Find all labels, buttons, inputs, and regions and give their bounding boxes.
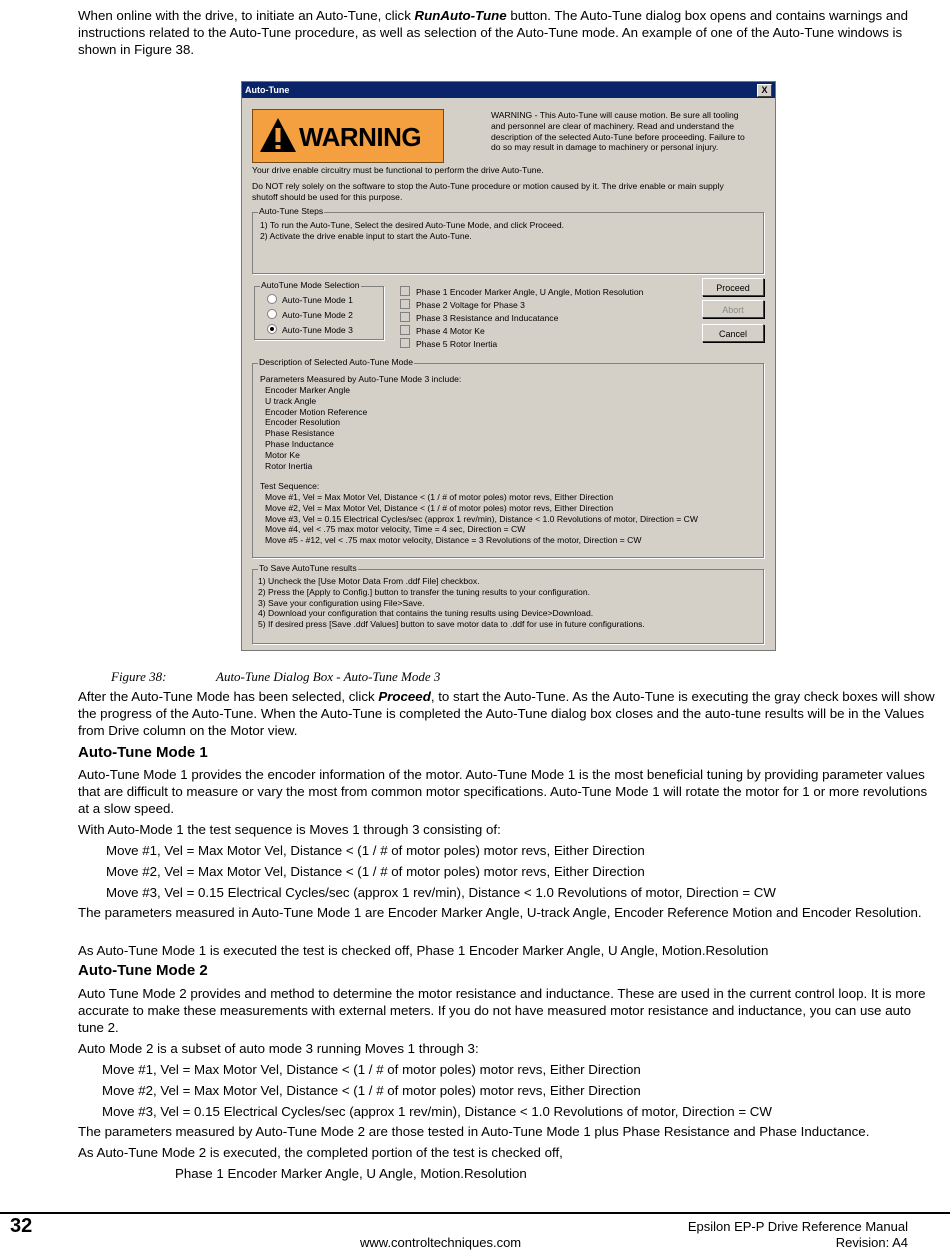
list-item: U track Angle [265, 395, 317, 406]
checkbox-icon [400, 338, 410, 348]
save-results-group [252, 563, 764, 644]
radio-selected-icon[interactable] [267, 324, 277, 334]
enable-note: Your drive enable circuitry must be functional to perform the drive Auto-Tune. [252, 165, 544, 175]
list-item: Move #1, Vel = Max Motor Vel, Distance < (1 / # of motor poles) motor revs, Either Direction [265, 492, 614, 502]
list-item: Encoder Resolution [265, 417, 341, 428]
phase-checkbox-5: Phase 5 Rotor Inertia [400, 338, 497, 350]
list-item: Move #3, Vel = 0.15 Electrical Cycles/sec (approx 1 rev/min), Distance < 1.0 Revolutions of motor, Direction = CW [265, 513, 698, 524]
abort-button[interactable]: Abort [702, 300, 764, 318]
rely-note: Do NOT rely solely on the software to stop the Auto-Tune procedure or motion caused by it. The drive enable or main supply shutoff should be used for this purpose. [252, 181, 724, 202]
heading-mode-2: Auto-Tune Mode 2 [78, 962, 208, 979]
cancel-button[interactable]: Cancel [702, 324, 764, 342]
mode1-paragraph-2: With Auto-Mode 1 the test sequence is Moves 1 through 3 consisting of: [78, 822, 501, 837]
mode1-move-1: Move #1, Vel = Max Motor Vel, Distance < (1 / # of motor poles) motor revs, Either Direction [106, 843, 645, 858]
mode-radio-3[interactable]: Auto-Tune Mode 3 [267, 324, 353, 336]
after-paragraph: After the Auto-Tune Mode has been selected, click Proceed, to start the Auto-Tune. As the Auto-Tune is executing the gray check boxes will show the progress of the Auto-Tune. When the Auto-Tune is completed the Auto-Tune dialog box closes and the auto-tune results will be in the Values from Drive column on the Motor view. [78, 689, 935, 738]
mode2-move-2: Move #2, Vel = Max Motor Vel, Distance < (1 / # of motor poles) motor revs, Either Direction [102, 1083, 641, 1098]
footer-rule [0, 1212, 950, 1214]
mode1-paragraph-3: The parameters measured in Auto-Tune Mode 1 are Encoder Marker Angle, U-track Angle, Encoder Reference Motion and Encoder Resolution. [78, 905, 922, 920]
mode2-paragraph-1: Auto Tune Mode 2 provides and method to determine the motor resistance and inductance. These are used in the current control loop. It is more accurate to make these measurements with external meters. If you do not have measured motor resistance and inductance, you can use auto tune 2. [78, 986, 926, 1035]
mode2-paragraph-5: Phase 1 Encoder Marker Angle, U Angle, Motion.Resolution [175, 1166, 527, 1181]
save-steps-list [258, 576, 645, 630]
mode2-paragraph-2: Auto Mode 2 is a subset of auto mode 3 running Moves 1 through 3: [78, 1041, 479, 1056]
list-item: Motor Ke [265, 449, 300, 460]
steps-list: 1) To run the Auto-Tune, Select the desired Auto-Tune Mode, and click Proceed. 2) Activate the drive enable input to start the Auto-Tune. [260, 220, 564, 241]
figure-caption: Auto-Tune Dialog Box - Auto-Tune Mode 3 [216, 669, 441, 684]
test-sequence-label: Test Sequence: [260, 481, 320, 491]
run-autotune-ref: RunAuto-Tune [414, 8, 507, 23]
radio-icon[interactable] [267, 294, 277, 304]
save-results-label: To Save AutoTune results [259, 563, 357, 573]
checkbox-icon [400, 312, 410, 322]
phase-checkbox-1: Phase 1 Encoder Marker Angle, U Angle, Motion Resolution [400, 286, 643, 298]
mode2-paragraph-4: As Auto-Tune Mode 2 is executed, the completed portion of the test is checked off, [78, 1145, 563, 1160]
checkbox-icon [400, 299, 410, 309]
proceed-button[interactable]: Proceed [702, 278, 764, 296]
list-item: Phase Resistance [265, 428, 335, 439]
mode2-paragraph-3: The parameters measured by Auto-Tune Mode 2 are those tested in Auto-Tune Mode 1 plus Phase Resistance and Phase Inductance. [78, 1124, 870, 1139]
mode1-paragraph-1: Auto-Tune Mode 1 provides the encoder information of the motor. Auto-Tune Mode 1 is the most beneficial tuning by providing parameter values that are difficult to measure or vary the most from common motor specifications. Auto-Tune Mode 1 will rotate the motor for 1 or more revolutions at a slow speed. [78, 767, 928, 816]
parameter-list [265, 385, 367, 471]
website-link[interactable]: www.controltechniques.com [360, 1235, 522, 1250]
mode-selection-group [254, 280, 384, 340]
phase-checkbox-3: Phase 3 Resistance and Inducatance [400, 312, 558, 324]
checkbox-icon [400, 286, 410, 296]
list-item: 3) Save your configuration using File>Save. [258, 597, 425, 608]
page-number: 32 [10, 1215, 33, 1237]
mode2-move-1: Move #1, Vel = Max Motor Vel, Distance < (1 / # of motor poles) motor revs, Either Direction [102, 1062, 641, 1077]
autotune-dialog [241, 81, 776, 651]
list-item: Phase Inductance [265, 438, 334, 449]
warning-word: WARNING [299, 122, 422, 152]
list-item: Rotor Inertia [265, 460, 313, 471]
phase-checkbox-4: Phase 4 Motor Ke [400, 325, 485, 337]
radio-icon[interactable] [267, 309, 277, 319]
figure-number: Figure 38: [111, 669, 167, 684]
description-group [252, 357, 764, 558]
proceed-ref: Proceed [378, 689, 431, 704]
revision-label: Revision: A4 [835, 1235, 908, 1250]
phase-checkbox-2: Phase 2 Voltage for Phase 3 [400, 299, 525, 311]
description-label: Description of Selected Auto-Tune Mode [259, 357, 413, 367]
mode-selection-label: AutoTune Mode Selection [261, 280, 360, 290]
dialog-move-list [265, 492, 698, 546]
intro-paragraph: When online with the drive, to initiate an Auto-Tune, click RunAuto-Tune button. The Auto-Tune dialog box opens and contains warnings and instructions related to the Auto-Tune procedure, as well as selection of the Auto-Tune mode. An example of one of the Auto-Tune windows is shown in Figure 38. [78, 8, 909, 57]
list-item: 4) Download your configuration that contains the tuning results using Device>Download. [258, 608, 594, 619]
list-item: 5) If desired press [Save .ddf Values] button to save motor data to .ddf for use in future configurations. [258, 619, 645, 630]
steps-group [252, 206, 764, 274]
list-item: 1) Uncheck the [Use Motor Data From .ddf File] checkbox. [258, 576, 480, 586]
mode-radio-1[interactable]: Auto-Tune Mode 1 [267, 294, 353, 306]
mode1-paragraph-4: As Auto-Tune Mode 1 is executed the test is checked off, Phase 1 Encoder Marker Angle, U Angle, Motion.Resolution [78, 943, 769, 958]
list-item: 2) Press the [Apply to Config.] button to transfer the tuning results to your configuration. [258, 586, 590, 597]
list-item: Encoder Marker Angle [265, 385, 351, 395]
close-icon[interactable]: X [757, 84, 772, 97]
mode2-move-3: Move #3, Vel = 0.15 Electrical Cycles/sec (approx 1 rev/min), Distance < 1.0 Revolutions of motor, Direction = CW [102, 1104, 772, 1119]
heading-mode-1: Auto-Tune Mode 1 [78, 744, 208, 761]
manual-title: Epsilon EP-P Drive Reference Manual [687, 1219, 908, 1234]
warning-text: WARNING - This Auto-Tune will cause motion. Be sure all tooling and personnel are clear of machinery. Read and understand the description of the selected Auto-Tune before proceeding. Failure to do so may result in damage to machinery or personal injury. [491, 110, 745, 153]
checkbox-icon [400, 325, 410, 335]
description-intro: Parameters Measured by Auto-Tune Mode 3 include: [260, 374, 462, 384]
warning-triangle-icon [259, 116, 297, 154]
mode-radio-2[interactable]: Auto-Tune Mode 2 [267, 309, 353, 321]
list-item: Encoder Motion Reference [265, 406, 368, 417]
list-item: Move #5 - #12, vel < .75 max motor velocity, Distance = 3 Revolutions of the motor, Direction = CW [265, 535, 642, 546]
steps-label: Auto-Tune Steps [259, 206, 324, 216]
mode1-move-2: Move #2, Vel = Max Motor Vel, Distance < (1 / # of motor poles) motor revs, Either Direction [106, 864, 645, 879]
mode1-move-3: Move #3, Vel = 0.15 Electrical Cycles/sec (approx 1 rev/min), Distance < 1.0 Revolutions of motor, Direction = CW [106, 885, 776, 900]
warning-banner [252, 109, 444, 163]
list-item: Move #2, Vel = Max Motor Vel, Distance < (1 / # of motor poles) motor revs, Either Direction [265, 502, 614, 513]
dialog-title: Auto-Tune [242, 82, 775, 98]
list-item: Move #4, vel < .75 max motor velocity, Time = 4 sec, Direction = CW [265, 524, 526, 535]
